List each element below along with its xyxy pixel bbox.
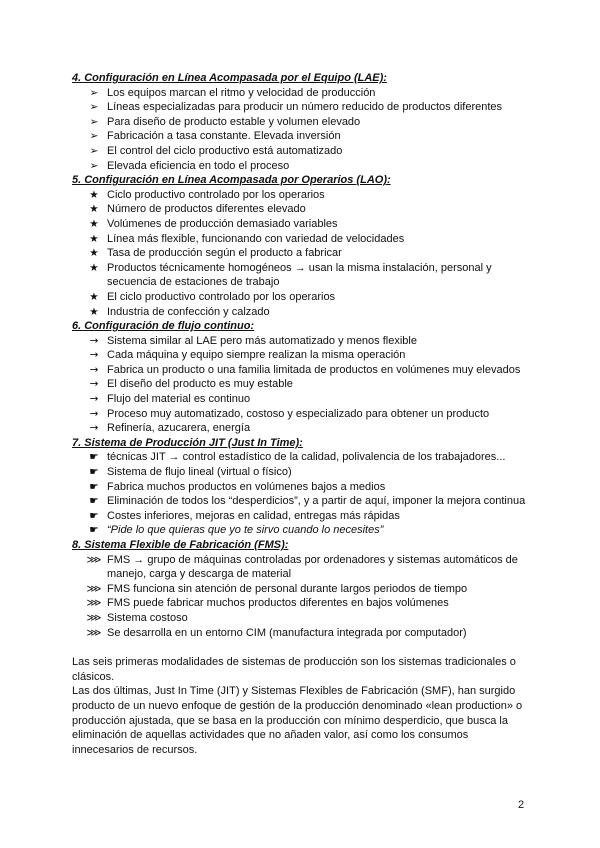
star-bullet-icon: ★: [89, 261, 99, 274]
double-chevron-bullet-icon: ⋙: [86, 611, 102, 624]
pointing-hand-bullet-icon: ☛: [89, 480, 99, 493]
pointing-hand-bullet-icon: ☛: [89, 451, 99, 464]
right-arrow-bullet-icon: →: [89, 349, 99, 362]
right-arrow-bullet-icon: →: [89, 378, 99, 391]
list-item-text: Industria de confección y calzado: [107, 305, 270, 318]
sections-container: [72, 71, 532, 640]
list-item: [72, 450, 532, 465]
list-item-text: Línea más flexible, funcionando con variedad de velocidades: [107, 232, 405, 245]
list-item-text: técnicas JIT → control estadístico de la calidad, polivalencia de los trabajadores...: [107, 451, 506, 464]
list-item-text: Para diseño de producto estable y volumen elevado: [107, 115, 361, 128]
arrowhead-bullet-icon: ➢: [89, 101, 99, 114]
list-item-text: Sistema de flujo lineal (virtual o físico): [107, 466, 292, 479]
list-item: [72, 407, 532, 422]
pointing-hand-bullet-icon: ☛: [89, 524, 99, 537]
list-item: [72, 86, 532, 101]
list-item: [72, 144, 532, 159]
list-item: [72, 480, 532, 495]
list-item-text: Líneas especializadas para producir un número reducido de productos diferentes: [107, 101, 503, 114]
list-item: [72, 348, 532, 363]
list-item: [72, 159, 532, 174]
list-item-text: FMS → grupo de máquinas controladas por ordenadores y sistemas automáticos de manejo, carga y descarga de material: [107, 553, 518, 581]
arrowhead-bullet-icon: ➢: [89, 130, 99, 143]
list-item: [72, 596, 532, 611]
star-bullet-icon: ★: [89, 247, 99, 260]
list-item-text: Tasa de producción según el producto a fabricar: [107, 247, 342, 260]
star-bullet-icon: ★: [89, 232, 99, 245]
list-item: [72, 334, 532, 349]
star-bullet-icon: ★: [89, 188, 99, 201]
right-arrow-bullet-icon: →: [89, 393, 99, 406]
list-item-text: El control del ciclo productivo está automatizado: [107, 144, 343, 157]
list-item: [72, 509, 532, 524]
bullet-list: [72, 334, 532, 436]
star-bullet-icon: ★: [89, 290, 99, 303]
list-item: [72, 377, 532, 392]
page-content: [72, 71, 532, 757]
section-gap: [72, 640, 532, 655]
star-bullet-icon: ★: [89, 305, 99, 318]
list-item: [72, 392, 532, 407]
list-item-text: Flujo del material es continuo: [107, 393, 251, 406]
list-item: [72, 421, 532, 436]
list-item: [72, 261, 532, 290]
list-item-text: Elevada eficiencia en todo el proceso: [107, 159, 290, 172]
list-item-text: Refinería, azucarera, energía: [107, 422, 251, 435]
list-item-text: Se desarrolla en un entorno CIM (manufactura integrada por computador): [107, 626, 467, 639]
list-item-text: Eliminación de todos los “desperdicios”, y a partir de aquí, imponer la mejora continua: [107, 495, 526, 508]
list-item: [72, 202, 532, 217]
list-item-text: Costes inferiores, mejoras en calidad, entregas más rápidas: [107, 509, 400, 522]
bullet-list: [72, 86, 532, 174]
list-item: [72, 290, 532, 305]
list-item-text: Proceso muy automatizado, costoso y especializado para obtener un producto: [107, 407, 490, 420]
right-arrow-bullet-icon: →: [89, 407, 99, 420]
right-arrow-bullet-icon: →: [89, 334, 99, 347]
pointing-hand-bullet-icon: ☛: [89, 509, 99, 522]
list-item: [72, 611, 532, 626]
section-heading: 7. Sistema de Producción JIT (Just In Time):: [72, 436, 303, 449]
list-item-text: Sistema costoso: [107, 611, 188, 624]
section-heading: 6. Configuración de flujo continuo:: [72, 320, 255, 333]
bullet-list: [72, 450, 532, 538]
list-item: [72, 232, 532, 247]
list-item-text: Fabricación a tasa constante. Elevada inversión: [107, 130, 341, 143]
list-item-text: Ciclo productivo controlado por los operarios: [107, 188, 325, 201]
paragraph-jit-fms: Las dos últimas, Just In Time (JIT) y Sistemas Flexibles de Fabricación (SMF), han surgido producto de un nuevo enfoque de gestión de la producción denominado «lean production» o producción ajustada, que se basa en la producción con mínimo desperdicio, que busca la eliminación de aquellas actividades que no añaden valor, así como los consumos innecesarios de recursos.: [72, 685, 523, 756]
bullet-list: [72, 553, 532, 641]
section-heading: 8. Sistema Flexible de Fabricación (FMS):: [72, 539, 289, 551]
list-item-text: Número de productos diferentes elevado: [107, 203, 306, 216]
bullet-list: [72, 188, 532, 319]
list-item: [72, 553, 532, 582]
list-item-text: Sistema similar al LAE pero más automatizado y menos flexible: [107, 334, 417, 347]
list-item-text: FMS puede fabricar muchos productos diferentes en bajos volúmenes: [107, 597, 449, 610]
star-bullet-icon: ★: [89, 203, 99, 216]
pointing-hand-bullet-icon: ☛: [89, 466, 99, 479]
list-item: [72, 363, 532, 378]
list-item: [72, 100, 532, 115]
list-item: [72, 246, 532, 261]
list-item-text: “Pide lo que quieras que yo te sirvo cuando lo necesites”: [107, 524, 384, 537]
list-item-text: El ciclo productivo controlado por los operarios: [107, 290, 336, 303]
section-heading: 5. Configuración en Línea Acompasada por Operarios (LAO):: [72, 174, 391, 187]
right-arrow-bullet-icon: →: [89, 363, 99, 376]
list-item-text: Los equipos marcan el ritmo y velocidad de producción: [107, 86, 376, 99]
list-item: [72, 582, 532, 597]
list-item: [72, 465, 532, 480]
double-chevron-bullet-icon: ⋙: [86, 626, 102, 639]
double-chevron-bullet-icon: ⋙: [86, 597, 102, 610]
list-item: [72, 217, 532, 232]
star-bullet-icon: ★: [89, 217, 99, 230]
list-item: [72, 494, 532, 509]
list-item: [72, 129, 532, 144]
list-item: [72, 305, 532, 320]
double-chevron-bullet-icon: ⋙: [86, 553, 102, 566]
arrowhead-bullet-icon: ➢: [89, 115, 99, 128]
double-chevron-bullet-icon: ⋙: [86, 582, 102, 595]
list-item: [72, 626, 532, 641]
arrowhead-bullet-icon: ➢: [89, 159, 99, 172]
paragraph-traditional-systems: Las seis primeras modalidades de sistemas de producción son los sistemas tradicionales o clásicos.: [72, 656, 516, 683]
page-number: 2: [518, 799, 525, 811]
list-item: [72, 523, 532, 538]
list-item-text: Fabrica un producto o una familia limitada de productos en volúmenes muy elevados: [107, 363, 521, 376]
section-heading: 4. Configuración en Línea Acompasada por el Equipo (LAE):: [72, 72, 387, 84]
pointing-hand-bullet-icon: ☛: [89, 495, 99, 508]
list-item: [72, 188, 532, 203]
arrowhead-bullet-icon: ➢: [89, 86, 99, 99]
list-item-text: El diseño del producto es muy estable: [107, 378, 293, 391]
right-arrow-bullet-icon: →: [89, 422, 99, 435]
list-item-text: Volúmenes de producción demasiado variables: [107, 217, 338, 230]
list-item-text: Fabrica muchos productos en volúmenes bajos a medios: [107, 480, 386, 493]
list-item-text: Productos técnicamente homogéneos → usan la misma instalación, personal y secuencia de estaciones de trabajo: [107, 261, 492, 289]
list-item-text: FMS funciona sin atención de personal durante largos periodos de tiempo: [107, 582, 468, 595]
list-item: [72, 115, 532, 130]
arrowhead-bullet-icon: ➢: [89, 144, 99, 157]
list-item-text: Cada máquina y equipo siempre realizan la misma operación: [107, 349, 406, 362]
